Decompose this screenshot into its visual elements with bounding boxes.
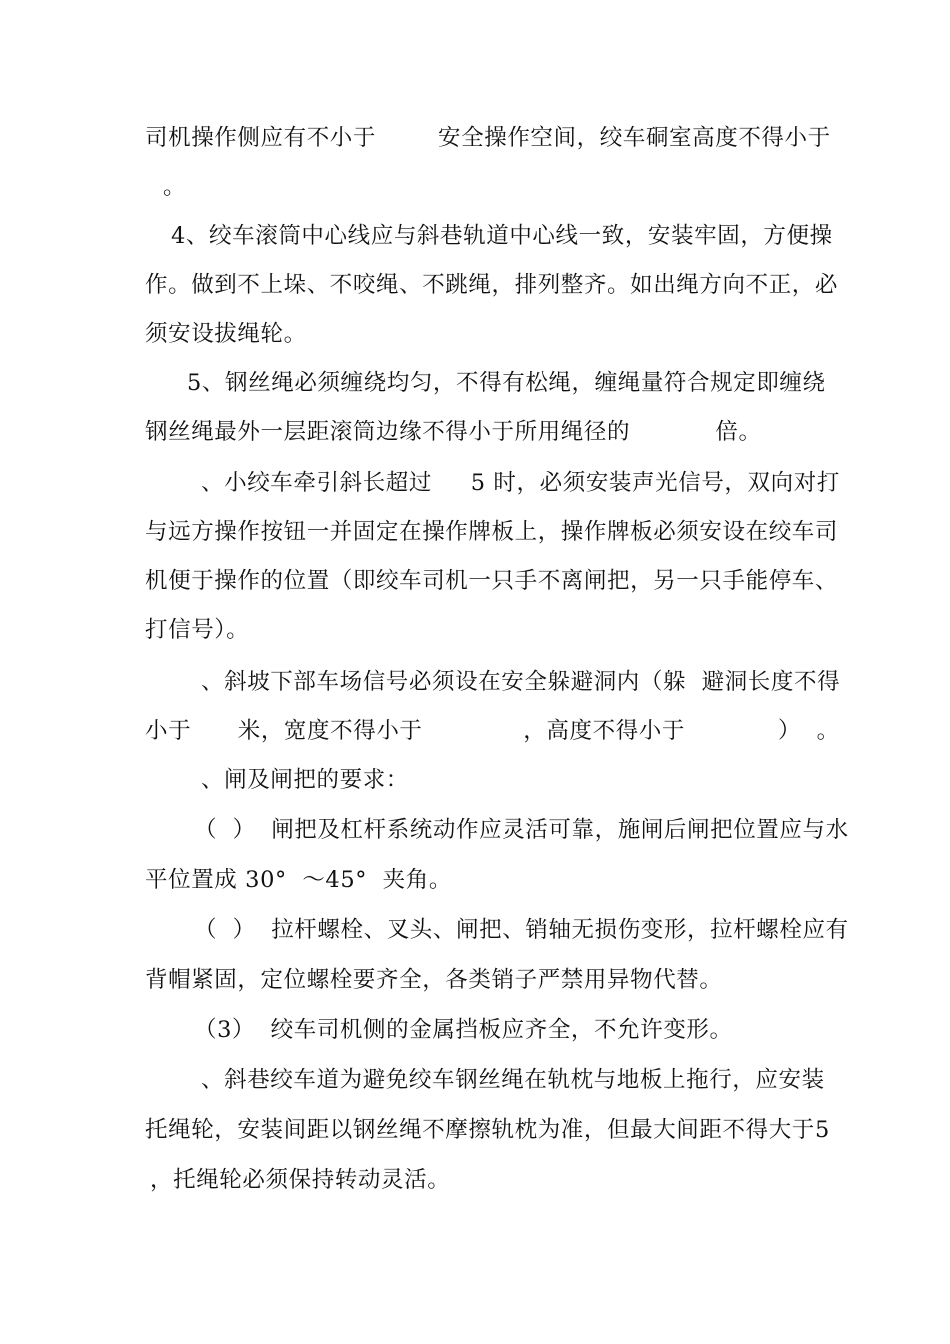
text-line: 5	[815, 1117, 830, 1143]
text-line: 、斜巷绞车道为避免绞车钢丝绳在轨枕与地板上拖行，应安装	[201, 1067, 825, 1093]
text-line: 机便于操作的位置（即绞车司机一只手不离闸把，另一只手能停车、	[145, 568, 839, 594]
text-line: 、闸及闸把的要求：	[201, 767, 409, 793]
text-line: 作。做到不上垛、不咬绳、不跳绳，排列整齐。如出绳方向不正，必	[145, 272, 839, 298]
text-line: ，托绳轮必须保持转动灵活。	[150, 1167, 451, 1193]
text-line: 、小绞车牵引斜长超过 5 时，必须安装声光信号，双向对打	[201, 470, 840, 496]
text-line: 须安设拔绳轮。	[145, 321, 307, 347]
text-line: 5、钢丝绳必须缠绕均匀，不得有松绳，缠绳量符合规定即缠绕	[187, 370, 826, 396]
text-line: （ ） 拉杆螺栓、叉头、闸把、销轴无损伤变形，拉杆螺栓应有	[194, 917, 849, 943]
text-line: （3） 绞车司机侧的金属挡板应齐全，不允许变形。	[194, 1017, 733, 1043]
text-line: 平位置成 30° ～45° 夹角。	[145, 867, 452, 893]
text-line: 托绳轮，安装间距以钢丝绳不摩擦轨枕为准，但最大间距不得大于	[145, 1117, 815, 1143]
text-line: 小于 米，宽度不得小于 ，高度不得小于 ） 。	[145, 718, 840, 744]
text-line: 、斜坡下部车场信号必须设在安全躲避洞内（躲 避洞长度不得	[201, 669, 841, 695]
text-line: （ ） 闸把及杠杆系统动作应灵活可靠，施闸后闸把位置应与水	[194, 817, 849, 843]
text-line: 钢丝绳最外一层距滚筒边缘不得小于所用绳径的 倍。	[145, 419, 762, 445]
text-line: 打信号）。	[145, 617, 250, 643]
text-line: 。	[163, 174, 187, 200]
text-line: 4、绞车滚筒中心线应与斜巷轨道中心线一致，安装牢固，方便操	[171, 223, 833, 249]
text-line: 司机操作侧应有不小于 安全操作空间，绞车硐室高度不得小于	[145, 125, 831, 151]
text-line: 背帽紧固，定位螺栓要齐全，各类销子严禁用异物代替。	[145, 967, 723, 993]
text-line: 与远方操作按钮一并固定在操作牌板上，操作牌板必须安设在绞车司	[145, 519, 839, 545]
